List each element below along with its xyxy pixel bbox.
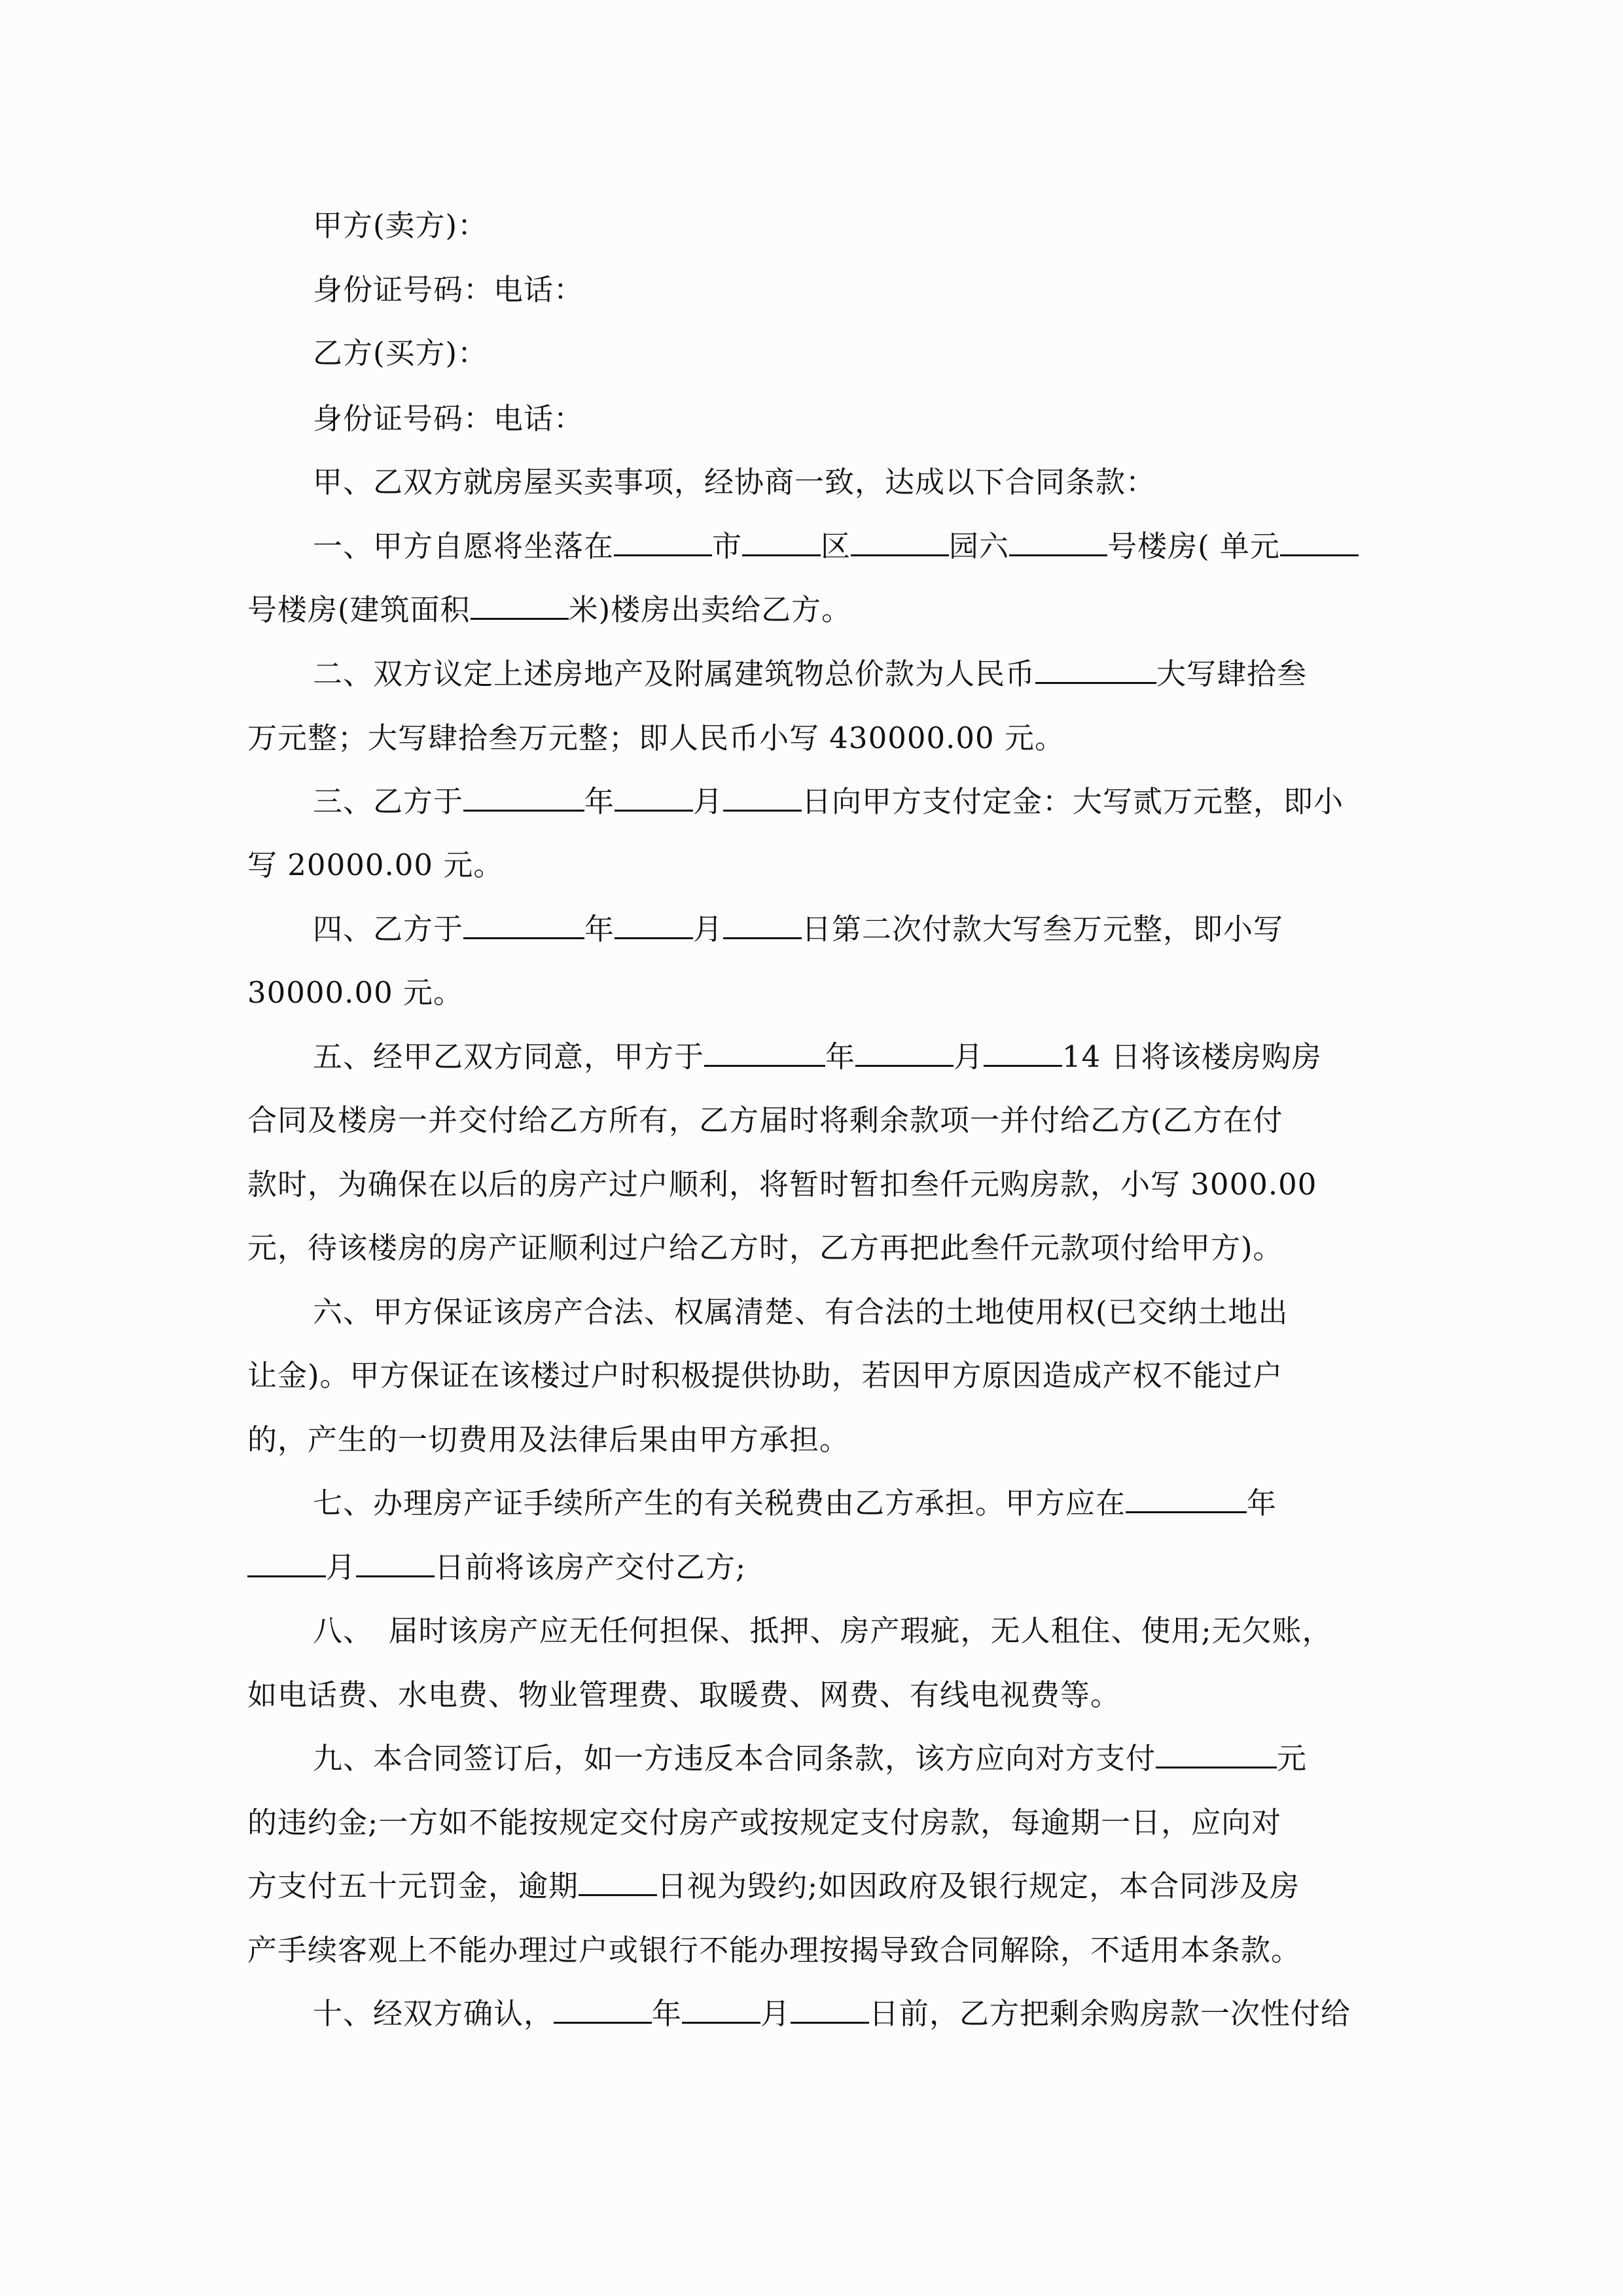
final-payment-year-blank[interactable]: [554, 1994, 652, 2024]
clause-10-text: 月: [760, 1996, 791, 2031]
clause-3-text: 月: [693, 784, 724, 819]
clause-10-line-1: [313, 1994, 1380, 2034]
second-payment-month-blank[interactable]: [615, 910, 693, 939]
clause-7-text: 日前将该房产交付乙方;: [435, 1550, 747, 1585]
clause-1-text: 园六: [949, 529, 1010, 564]
clause-9-line-2: 的违约金;一方如不能按规定交付房产或按规定支付房款，每逾期一日，应向对: [247, 1805, 1282, 1840]
clause-5-text: 年: [825, 1039, 856, 1074]
overdue-days-blank[interactable]: [579, 1867, 657, 1896]
deposit-day-blank[interactable]: [723, 782, 802, 812]
final-payment-day-blank[interactable]: [791, 1994, 869, 2024]
clause-3-text: 三、乙方于: [313, 784, 464, 819]
clause-4-text: 月: [693, 912, 724, 946]
clause-1-line-1: [313, 527, 1380, 566]
second-payment-year-blank[interactable]: [463, 910, 584, 939]
clause-9-line-1: [313, 1739, 1380, 1778]
clause-7-text: 月: [326, 1550, 357, 1585]
buyer-id-phone: 身份证号码：电话：: [313, 401, 584, 436]
penalty-amount-blank[interactable]: [1156, 1739, 1277, 1768]
clause-10-text: 日前，乙方把剩余购房款一次性付给: [869, 1996, 1351, 2031]
clause-2-text: 大写肆拾叁: [1156, 656, 1308, 691]
estate-blank[interactable]: [851, 527, 949, 556]
clause-1-text: 区: [821, 529, 851, 564]
delivery-month-blank[interactable]: [247, 1548, 326, 1577]
clause-8-line-1: 八、 届时该房产应无任何担保、抵押、房产瑕疵，无人租住、使用;无欠账，: [313, 1613, 1332, 1648]
clause-4-line-1: [313, 910, 1380, 949]
clause-6-line-2: 让金)。甲方保证在该楼过户时积极提供协助，若因甲方原因造成产权不能过户: [247, 1358, 1283, 1393]
city-blank[interactable]: [614, 527, 712, 556]
unit-blank[interactable]: [1280, 527, 1359, 556]
delivery-year-blank[interactable]: [1126, 1484, 1247, 1513]
second-payment-day-blank[interactable]: [723, 910, 802, 939]
clause-3-line-2: 写 20000.00 元。: [247, 848, 504, 882]
building-number-blank[interactable]: [1009, 527, 1107, 556]
clause-8-line-2: 如电话费、水电费、物业管理费、取暖费、网费、有线电视费等。: [247, 1677, 1121, 1712]
clause-4-text: 四、乙方于: [313, 912, 464, 946]
clause-1-text: 号楼房(建筑面积: [247, 592, 471, 627]
clause-3-line-1: [313, 782, 1380, 821]
price-blank[interactable]: [1035, 655, 1156, 684]
buyer-label: 乙方(买方)：: [313, 336, 488, 370]
clause-2-text: 二、双方议定上述房地产及附属建筑物总价款为人民币: [313, 656, 1036, 691]
clause-9-text: 日视为毁约;如因政府及银行规定，本合同涉及房: [657, 1869, 1300, 1903]
clause-6-line-1: 六、甲方保证该房产合法、权属清楚、有合法的土地使用权(已交纳土地出: [313, 1295, 1289, 1329]
clause-10-text: 年: [652, 1996, 683, 2031]
clause-5-text: 五、经甲乙双方同意，甲方于: [313, 1039, 705, 1074]
handover-day-blank[interactable]: [984, 1037, 1062, 1067]
final-payment-month-blank[interactable]: [682, 1994, 760, 2024]
clause-3-text: 日向甲方支付定金：大写贰万元整，即小: [802, 784, 1344, 819]
clause-5-line-2: 合同及楼房一并交付给乙方所有，乙方届时将剩余款项一并付给乙方(乙方在付: [247, 1103, 1283, 1138]
clause-1-text: 米)楼房出卖给乙方。: [568, 592, 852, 627]
clause-5-text: 14 日将该楼房购房: [1062, 1039, 1322, 1074]
area-blank[interactable]: [471, 590, 569, 620]
clause-4-line-2: 30000.00 元。: [247, 975, 464, 1010]
clause-1-line-2: [247, 590, 1380, 630]
contract-intro: 甲、乙双方就房屋买卖事项，经协商一致，达成以下合同条款：: [313, 465, 1156, 499]
deposit-year-blank[interactable]: [463, 782, 584, 812]
seller-id-phone: 身份证号码：电话：: [313, 272, 584, 307]
clause-4-text: 年: [584, 912, 615, 946]
delivery-day-blank[interactable]: [356, 1548, 435, 1577]
district-blank[interactable]: [742, 527, 821, 556]
clause-1-text: 市: [712, 529, 743, 564]
clause-9-line-3: [247, 1867, 1380, 1906]
clause-1-text: 一、甲方自愿将坐落在: [313, 529, 615, 564]
clause-5-line-1: [313, 1037, 1380, 1077]
clause-9-text: 九、本合同签订后，如一方违反本合同条款，该方应向对方支付: [313, 1741, 1156, 1776]
clause-5-line-3: 款时，为确保在以后的房产过户顺利，将暂时暂扣叁仟元购房款，小写 3000.00: [247, 1167, 1317, 1202]
clause-2-line-2: 万元整；大写肆拾叁万元整；即人民币小写 430000.00 元。: [247, 721, 1065, 755]
clause-9-text: 元: [1277, 1741, 1308, 1776]
clause-9-line-4: 产手续客观上不能办理过户或银行不能办理按揭导致合同解除，不适用本条款。: [247, 1933, 1302, 1967]
handover-month-blank[interactable]: [855, 1037, 954, 1067]
clause-10-text: 十、经双方确认，: [313, 1996, 554, 2031]
clause-5-text: 月: [954, 1039, 984, 1074]
clause-7-line-2: [247, 1548, 1380, 1587]
clause-3-text: 年: [584, 784, 615, 819]
deposit-month-blank[interactable]: [615, 782, 693, 812]
clause-1-text: 号楼房( 单元: [1107, 529, 1280, 564]
clause-2-line-1: [313, 655, 1380, 694]
clause-9-text: 方支付五十元罚金，逾期: [247, 1869, 579, 1903]
handover-year-blank[interactable]: [704, 1037, 825, 1067]
clause-4-text: 日第二次付款大写叁万元整，即小写: [802, 912, 1284, 946]
clause-5-line-4: 元，待该楼房的房产证顺利过户给乙方时，乙方再把此叁仟元款项付给甲方)。: [247, 1230, 1283, 1265]
clause-7-text: 七、办理房产证手续所产生的有关税费由乙方承担。甲方应在: [313, 1486, 1126, 1520]
clause-6-line-3: 的，产生的一切费用及法律后果由甲方承担。: [247, 1422, 850, 1457]
seller-label: 甲方(卖方)：: [313, 208, 488, 243]
clause-7-text: 年: [1247, 1486, 1277, 1520]
clause-7-line-1: [313, 1484, 1380, 1523]
